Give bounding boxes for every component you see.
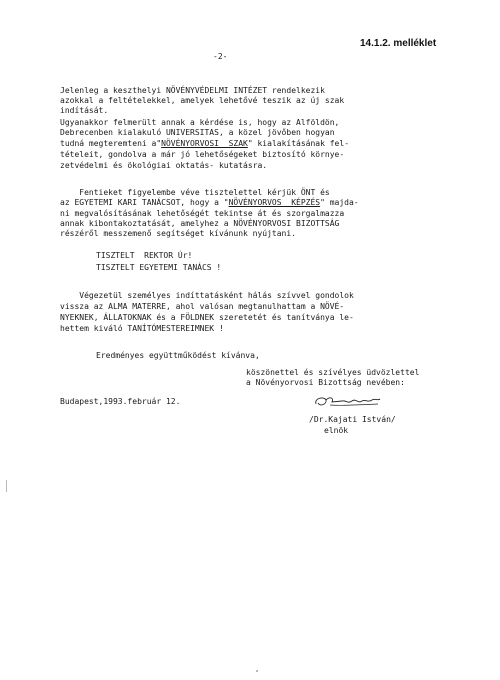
handwritten-signature bbox=[312, 392, 382, 414]
p2-line-3: ni megvalósításának lehetőségét tekintse át és szorgalmazza bbox=[60, 209, 345, 218]
salutation-council: TISZTELT EGYETEMI TANÁCS ! bbox=[96, 263, 222, 272]
scan-mark-left bbox=[6, 480, 7, 492]
p3-line-4: hettem kiváló TANÍTÓMESTEREIMNEK ! bbox=[60, 324, 224, 333]
p1-line-6: tudná megteremteni a"NÖVÉNYORVOSI SZAK" kialakításának fel- bbox=[60, 139, 350, 148]
signer-title: elnök bbox=[324, 426, 349, 435]
p1-line-5: Debrecenben kialakuló UNIVERSITAS, a közel jövőben hogyan bbox=[60, 128, 335, 137]
p2-line-2: az EGYETEMI KARI TANÁCSOT, hogy a "NÖVÉNYORVOS KÉPZÉS" majda- bbox=[60, 198, 359, 207]
place-date: Budapest,1993.február 12. bbox=[60, 397, 181, 406]
p1-line-3: indítását. bbox=[60, 106, 109, 115]
salutation-rector: TISZTELT REKTOR Úr! bbox=[96, 251, 193, 260]
p1-line-4: Ugyanakkor felmerült annak a kérdése is, hogy az Alföldön, bbox=[60, 118, 340, 127]
p2-line-5: részéről messzemenő segítséget kívánunk nyújtani. bbox=[60, 229, 297, 238]
p3-line-1: Végezetül személyes indíttatásként hálás szívvel gondolok bbox=[60, 291, 354, 300]
p1-line-7: tételeit, gondolva a már jó lehetőségeket biztosító környe- bbox=[60, 150, 345, 159]
p1-line-1: Jelenleg a keszthelyi NÖVÉNYVÉDELMI INTÉZET rendelkezik bbox=[60, 86, 325, 95]
p2-line-1: Fentieket figyelembe véve tisztelettel kérjük ÖNT és bbox=[60, 188, 330, 197]
p3-line-3: NYEKNEK, ÁLLATOKNAK és a FÖLDNEK szeretetét és tanítványa le- bbox=[60, 313, 354, 322]
scan-mark-bottom bbox=[256, 670, 258, 672]
closing-wish: Eredményes együttműködést kívánva, bbox=[96, 351, 260, 360]
p1-line-2: azokkal a feltételekkel, amelyek lehetővé teszik az új szak bbox=[60, 96, 345, 105]
p1-line-8: zetvédelmi és ökológiai oktatás- kutatásra. bbox=[60, 161, 268, 170]
attachment-label: 14.1.2. melléklet bbox=[360, 38, 437, 49]
signer-name: /Dr.Kajati István/ bbox=[309, 415, 396, 424]
p2-line-4: annak kibontakoztatását, amelyhez a NÖVÉNYORVOSI BIZOTTSÁG bbox=[60, 219, 340, 228]
thanks-line-2: a Növényorvosi Bizottság nevében: bbox=[246, 378, 405, 387]
thanks-line-1: köszönettel és szívélyes üdvözlettel bbox=[246, 368, 420, 377]
p3-line-2: vissza az ALMA MATERRE, ahol valósan megtanulhattam a NÖVÉ- bbox=[60, 302, 345, 311]
underlined-term-kepzes: NÖVÉNYORVOS KÉPZÉS bbox=[228, 198, 321, 207]
page-number: -2- bbox=[213, 52, 228, 61]
underlined-term-szak: NÖVÉNYORVOSI SZAK bbox=[161, 139, 248, 148]
